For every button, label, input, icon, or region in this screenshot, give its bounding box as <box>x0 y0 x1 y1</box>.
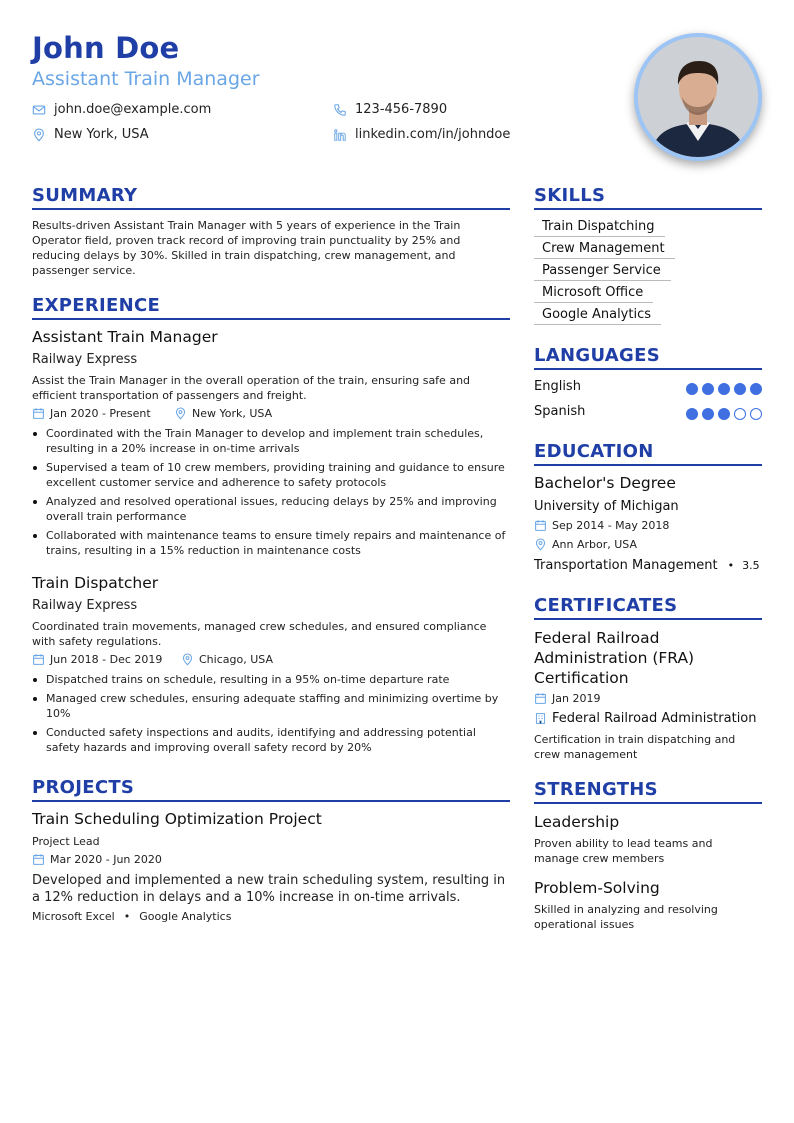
location-pin-icon <box>174 407 187 420</box>
calendar-icon <box>534 519 547 532</box>
certificates-heading: CERTIFICATES <box>534 595 678 616</box>
calendar-icon <box>32 653 45 666</box>
proficiency-dot <box>702 408 714 420</box>
experience-heading: EXPERIENCE <box>32 295 161 316</box>
job-title: Assistant Train Manager <box>32 328 218 346</box>
list-item: Conducted safety inspections and audits, identifying and addressing potential safety hazards and improving overall safety record by 20% <box>32 725 510 755</box>
summary-text: Results-driven Assistant Train Manager with 5 years of experience in the Train Operator field, proven track record of improving train punctuality by 25% and reducing delays by 30%. Skilled in train dispatching, crew management, and passenger service. <box>32 219 461 277</box>
education-heading: EDUCATION <box>534 441 654 462</box>
job-company: Railway Express <box>32 352 138 367</box>
proficiency-dot <box>718 383 730 395</box>
linkedin-icon <box>333 128 347 142</box>
calendar-icon <box>32 407 45 420</box>
education-divider <box>534 464 762 466</box>
job-location: Chicago, USA <box>181 653 273 666</box>
list-item: Analyzed and resolved operational issues, reducing delays by 25% and improving overall train performance <box>32 494 510 524</box>
contact-location <box>32 127 149 142</box>
proficiency-dot <box>734 408 746 420</box>
skill-tag: Google Analytics <box>534 307 661 325</box>
skill-tag: Train Dispatching <box>534 219 665 237</box>
skill-tag: Microsoft Office <box>534 285 653 303</box>
education-location: Ann Arbor, USA <box>534 538 637 551</box>
skills-heading: SKILLS <box>534 185 606 206</box>
job-location: New York, USA <box>174 407 272 420</box>
language-level <box>686 408 766 420</box>
list-item: Dispatched trains on schedule, resulting in a 95% on-time departure rate <box>32 672 510 687</box>
job-dates: Jan 2020 - Present <box>32 407 151 420</box>
contact-email[interactable] <box>32 102 211 117</box>
location-pin-icon <box>534 538 547 551</box>
list-item: Supervised a team of 10 crew members, providing training and guidance to ensure excellent customer service and adherence to safety protocols <box>32 460 510 490</box>
summary-divider <box>32 208 510 210</box>
job-achievements <box>32 426 510 562</box>
strength-title: Leadership <box>534 813 620 831</box>
strength-description: Skilled in analyzing and resolving operational issues <box>534 903 718 931</box>
job-title: Train Dispatcher <box>32 574 159 592</box>
calendar-icon <box>32 853 45 866</box>
job-achievements <box>32 672 510 759</box>
project-role: Project Lead <box>32 835 100 848</box>
certificate-date: Jan 2019 <box>534 692 600 705</box>
language-name: Spanish <box>534 404 586 419</box>
education-school: University of Michigan <box>534 499 679 514</box>
certificates-divider <box>534 618 762 620</box>
contact-linkedin[interactable] <box>333 127 510 142</box>
building-icon <box>534 712 547 725</box>
certificate-description: Certification in train dispatching and crew management <box>534 733 736 761</box>
email-text: john.doe@example.com <box>54 102 212 117</box>
summary-heading: SUMMARY <box>32 185 138 206</box>
job-description: Assist the Train Manager in the overall operation of the train, ensuring safe and efficient transportation of passengers and freight. <box>32 374 471 402</box>
contact-phone[interactable] <box>333 102 447 117</box>
profile-photo <box>634 33 762 161</box>
projects-heading: PROJECTS <box>32 777 135 798</box>
education-field-row: Transportation Management • 3.5 <box>534 558 760 573</box>
list-item: Coordinated with the Train Manager to develop and implement train schedules, resulting in a 20% increase in on-time arrivals <box>32 426 510 456</box>
job-dates: Jun 2018 - Dec 2019 <box>32 653 162 666</box>
candidate-title: Assistant Train Manager <box>32 68 260 90</box>
location-pin-icon <box>32 128 46 142</box>
mail-icon <box>32 103 46 117</box>
phone-text: 123-456-7890 <box>355 102 448 117</box>
languages-divider <box>534 368 762 370</box>
skills-divider <box>534 208 762 210</box>
language-name: English <box>534 379 581 394</box>
language-level <box>686 383 766 395</box>
list-item: Managed crew schedules, ensuring adequate staffing and minimizing overtime by 10% <box>32 691 510 721</box>
location-pin-icon <box>181 653 194 666</box>
phone-icon <box>333 103 347 117</box>
tool-tag: Google Analytics <box>139 910 232 923</box>
proficiency-dot <box>702 383 714 395</box>
skill-tag: Passenger Service <box>534 263 671 281</box>
proficiency-dot <box>750 408 762 420</box>
proficiency-dot <box>686 383 698 395</box>
strength-description: Proven ability to lead teams and manage crew members <box>534 837 713 865</box>
strength-title: Problem-Solving <box>534 879 660 897</box>
project-title: Train Scheduling Optimization Project <box>32 810 322 828</box>
project-dates: Mar 2020 - Jun 2020 <box>32 853 162 866</box>
calendar-icon <box>534 692 547 705</box>
job-description: Coordinated train movements, managed crew schedules, and ensured compliance with safety regulations. <box>32 620 487 648</box>
project-tools: Microsoft Excel • Google Analytics <box>32 910 232 923</box>
proficiency-dot <box>734 383 746 395</box>
certificate-title: Federal Railroad Administration (FRA) Certification <box>534 629 695 687</box>
project-description: Developed and implemented a new train scheduling system, resulting in a 12% reduction in delays and a 10% increase in on-time arrivals. <box>32 873 506 905</box>
skill-tag: Crew Management <box>534 241 675 259</box>
linkedin-text: linkedin.com/in/johndoe <box>355 127 511 142</box>
education-field: Transportation Management <box>534 558 718 573</box>
education-gpa: 3.5 <box>742 559 760 572</box>
strengths-heading: STRENGTHS <box>534 779 658 800</box>
proficiency-dot <box>686 408 698 420</box>
education-dates: Sep 2014 - May 2018 <box>534 519 669 532</box>
languages-heading: LANGUAGES <box>534 345 660 366</box>
location-text: New York, USA <box>54 127 149 142</box>
job-company: Railway Express <box>32 598 138 613</box>
projects-divider <box>32 800 510 802</box>
strengths-divider <box>534 802 762 804</box>
tool-tag: Microsoft Excel <box>32 910 115 923</box>
list-item: Collaborated with maintenance teams to ensure timely repairs and maintenance of trains, resulting in a 15% reduction in maintenance costs <box>32 528 510 558</box>
education-degree: Bachelor's Degree <box>534 474 676 492</box>
candidate-name: John Doe <box>32 31 180 65</box>
proficiency-dot <box>718 408 730 420</box>
experience-divider <box>32 318 510 320</box>
certificate-issuer: Federal Railroad Administration <box>534 711 757 726</box>
proficiency-dot <box>750 383 762 395</box>
